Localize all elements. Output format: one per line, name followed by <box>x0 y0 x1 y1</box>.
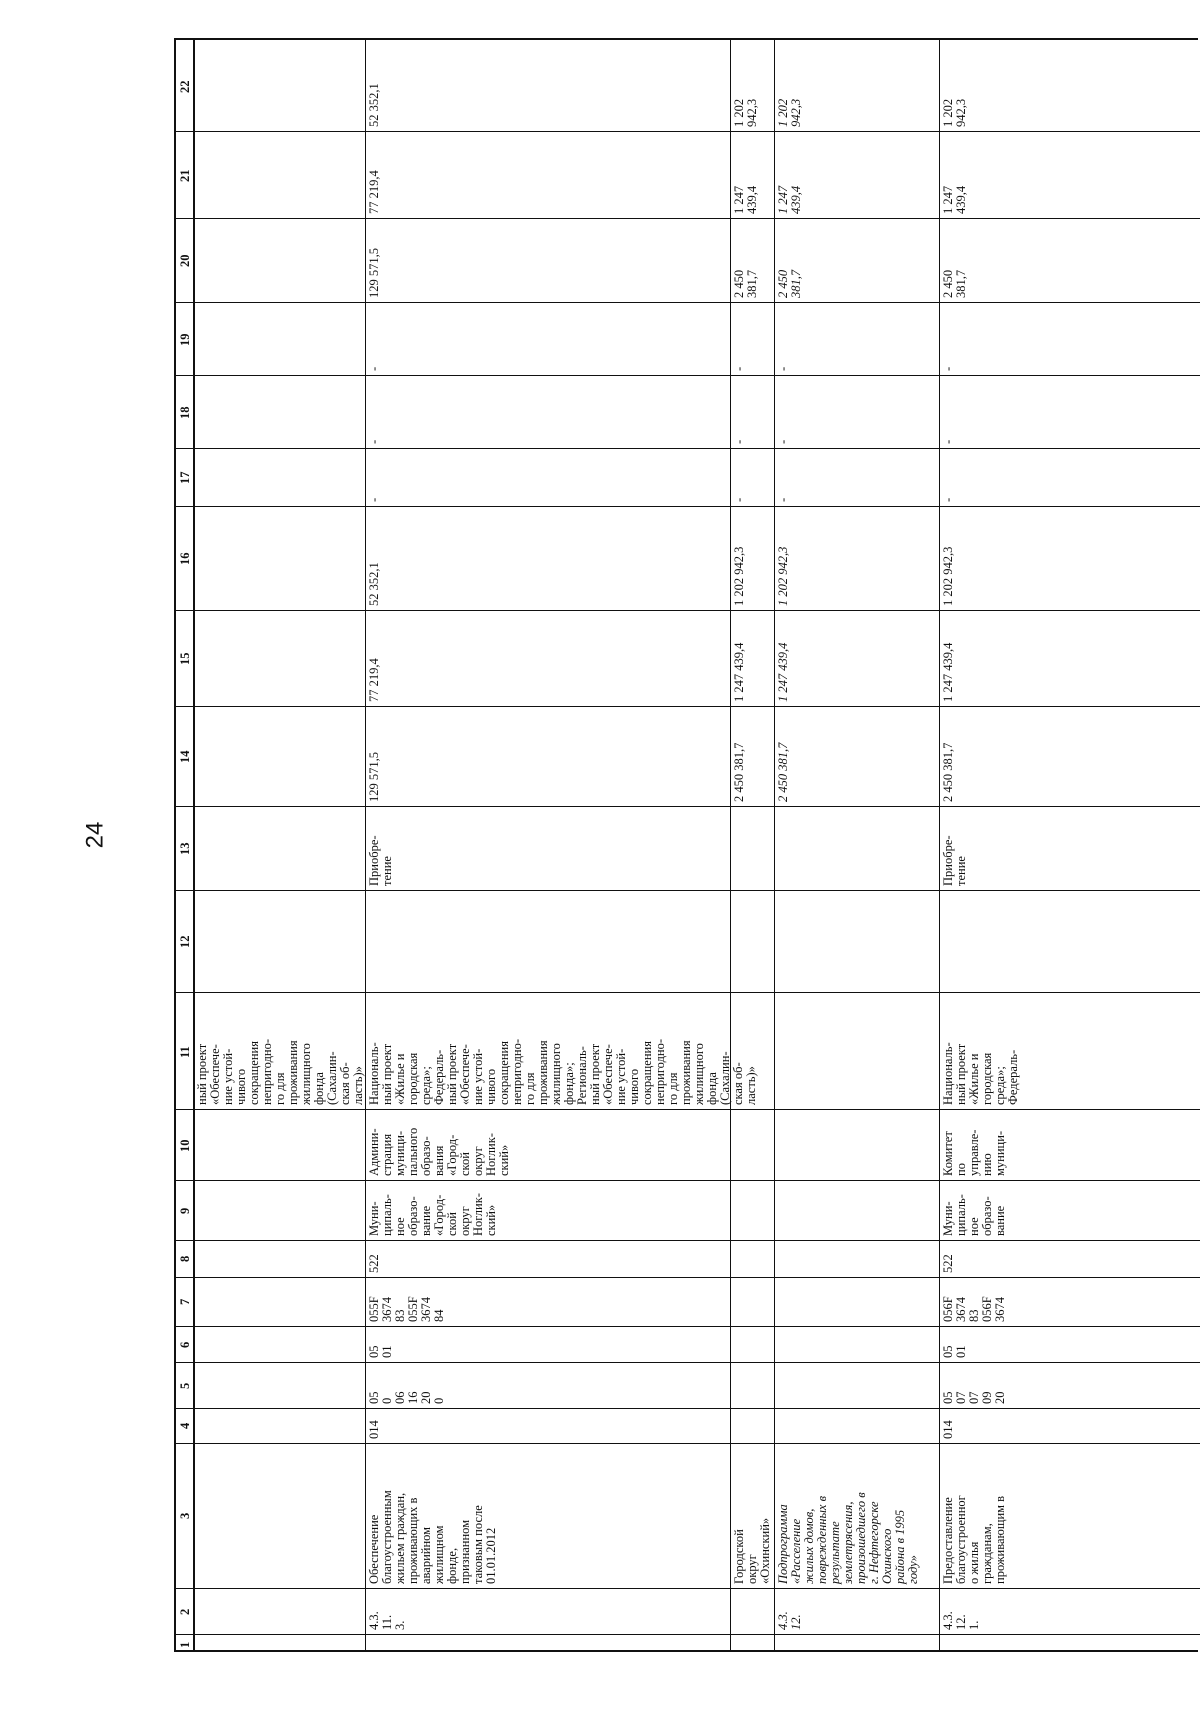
column-divider <box>176 218 1200 219</box>
column-number: 10 <box>178 1139 192 1152</box>
cell-r-4-3-12-1-col6: 05 01 <box>941 1345 968 1358</box>
cell-r-4-3-12-col14: 2 450 381,7 <box>776 742 790 802</box>
column-divider <box>176 1362 1200 1363</box>
budget-table <box>174 38 1198 1652</box>
column-number: 1 <box>178 1641 192 1648</box>
cell-r-4-3-12-1-col16: 1 202 942,3 <box>941 546 955 606</box>
cell-r-4-3-12-col21: 1 247 439,4 <box>776 185 803 214</box>
cell-r-4-3-12-col22: 1 202 942,3 <box>776 98 803 127</box>
cell-r-4-3-11-3-col9: Муни- ципаль- ное образо- вание «Город- ской округ Ноглик- ский» <box>367 1193 498 1236</box>
cell-r-4-3-12-col2: 4.3. 12. <box>776 1611 803 1630</box>
cell-okhinsky-total-col3: Городской округ «Охинский» <box>732 1517 772 1584</box>
cell-r-4-3-12-1-col7: 056F 3674 83 056F 3674 <box>941 1296 1007 1322</box>
column-divider <box>176 1588 1200 1589</box>
column-divider <box>176 806 1200 807</box>
cell-okhinsky-total-col22: 1 202 942,3 <box>732 98 759 127</box>
page-number: 24 <box>80 821 108 849</box>
cell-r-4-3-12-1-col11: Националь- ный проект «Жилье и городская среда»; Федераль- <box>941 1042 1020 1105</box>
cell-r-4-3-12-1-col3: Предоставление благоустроенног о жилья гражданам, проживающим в <box>941 1495 1007 1584</box>
column-number: 14 <box>178 750 192 763</box>
column-number: 13 <box>178 842 192 855</box>
cell-r-4-3-11-3-col21: 77 219,4 <box>367 170 381 214</box>
cell-r-4-3-11-3-col13: Приобре- тение <box>367 835 394 886</box>
cell-r-4-3-12-1-col22: 1 202 942,3 <box>941 98 968 127</box>
column-number: 5 <box>178 1382 192 1389</box>
column-number: 4 <box>178 1422 192 1429</box>
cell-r-4-3-11-3-col10: Админи- страция муници- пального образо- вания «Город- ской округ Ноглик- ский» <box>367 1127 511 1176</box>
column-divider <box>176 1109 1200 1110</box>
cell-okhinsky-total-col16: 1 202 942,3 <box>732 546 746 606</box>
cell-okhinsky-total-col17: - <box>732 497 746 502</box>
column-divider <box>176 506 1200 507</box>
column-divider <box>176 1634 1200 1635</box>
column-divider <box>176 610 1200 611</box>
cell-r-4-3-12-col20: 2 450 381,7 <box>776 269 803 298</box>
cell-r-4-3-12-col17: - <box>776 497 790 502</box>
column-divider <box>176 375 1200 376</box>
cell-okhinsky-total-col18: - <box>732 439 746 444</box>
column-number: 19 <box>178 333 192 346</box>
cell-r-4-3-12-1-col20: 2 450 381,7 <box>941 269 968 298</box>
column-number: 22 <box>178 80 192 93</box>
cell-r-4-3-12-1-col10: Комитет по управле- нию муници- <box>941 1129 1007 1176</box>
cell-r-4-3-11-3-col4: 014 <box>367 1420 381 1439</box>
column-divider <box>176 1180 1200 1181</box>
cell-r-4-3-12-1-col19: - <box>941 366 955 371</box>
cell-r-4-3-11-3-col15: 77 219,4 <box>367 658 381 702</box>
column-divider <box>176 1240 1200 1241</box>
column-divider <box>176 706 1200 707</box>
column-number: 6 <box>178 1341 192 1348</box>
cell-r-4-3-12-1-col9: Муни- ципаль- ное образо- вание <box>941 1194 1007 1236</box>
column-divider <box>176 1326 1200 1327</box>
cell-r-4-3-11-3-col7: 055F 3674 83 055F 3674 84 <box>367 1296 446 1322</box>
column-number: 21 <box>178 169 192 182</box>
cell-r-4-3-12-1-col21: 1 247 439,4 <box>941 185 968 214</box>
cell-r-4-3-12-1-col8: 522 <box>941 1254 955 1273</box>
column-divider <box>176 302 1200 303</box>
cell-r-4-3-11-3-col16: 52 352,1 <box>367 562 381 606</box>
cell-r-4-3-11-3-col19: - <box>367 366 381 371</box>
cell-okhinsky-total-col20: 2 450 381,7 <box>732 269 759 298</box>
column-number: 18 <box>178 406 192 419</box>
cell-okhinsky-total-col15: 1 247 439,4 <box>732 642 746 702</box>
column-divider <box>176 890 1200 891</box>
cell-r-4-3-12-1-col13: Приобре- тение <box>941 835 968 886</box>
cell-r-4-3-12-1-col4: 014 <box>941 1420 955 1439</box>
column-number: 2 <box>178 1608 192 1615</box>
column-number: 11 <box>178 1045 192 1058</box>
cell-r-4-3-11-3-col22: 52 352,1 <box>367 83 381 127</box>
cell-r-4-3-11-3-col6: 05 01 <box>367 1345 394 1358</box>
cell-okhinsky-total-col14: 2 450 381,7 <box>732 742 746 802</box>
cell-r-4-3-11-3-col17: - <box>367 497 381 502</box>
column-divider <box>176 992 1200 993</box>
column-divider <box>176 1443 1200 1444</box>
cell-okhinsky-total-col19: - <box>732 366 746 371</box>
cell-r-4-3-11-3-col20: 129 571,5 <box>367 248 381 298</box>
cell-r-4-3-12-col18: - <box>776 439 790 444</box>
cell-r-4-3-11-3-col11: Националь- ный проект «Жилье и городская среда»; Федераль- ный проект «Обеспече- ние устой- чивого сокращения непригодно- го для проживания жилищного фонда»; Региональ- ный проект «Обеспече- ние устой- чивого сокращения непригодно- го для проживания жилищного фонда (Сахалин- ская об- ласть)» <box>367 1038 758 1105</box>
cell-r-4-3-12-col19: - <box>776 366 790 371</box>
column-number: 8 <box>178 1255 192 1262</box>
cell-r-4-3-11-3-col14: 129 571,5 <box>367 752 381 802</box>
cell-r-4-3-12-1-col14: 2 450 381,7 <box>941 742 955 802</box>
column-number: 17 <box>178 471 192 484</box>
column-number: 20 <box>178 254 192 267</box>
cell-r-4-3-11-3-col5: 05 0 06 16 20 0 <box>367 1391 446 1404</box>
column-number: 15 <box>178 652 192 665</box>
column-divider <box>176 1277 1200 1278</box>
cell-r-4-3-12-1-col18: - <box>941 439 955 444</box>
cell-r-4-3-11-3-col2: 4.3. 11. 3. <box>367 1611 407 1630</box>
cell-r-4-3-12-1-col17: - <box>941 497 955 502</box>
cell-r-4-3-12-col3: Подпрограмма «Расселение жилых домов, поврежденных в результате землетрясения, произошедшего в г. Нефтегорске Охинского района в 1995 году» <box>776 1492 920 1584</box>
cell-r-4-3-11-3-col8: 522 <box>367 1254 381 1273</box>
cell-r-4-3-12-col16: 1 202 942,3 <box>776 546 790 606</box>
column-number: 3 <box>178 1512 192 1519</box>
cell-r-4-3-11-3-col3: Обеспечение благоустроенным жильем граждан, проживающих в аварийном жилищном фонде, признанном таковым после 01.01.2012 <box>367 1490 498 1584</box>
column-divider <box>176 448 1200 449</box>
cell-r-4-3-12-1-col5: 05 07 07 09 20 <box>941 1391 1007 1404</box>
cell-r-4-3-12-col15: 1 247 439,4 <box>776 642 790 702</box>
column-number: 12 <box>178 935 192 948</box>
column-divider <box>176 1408 1200 1409</box>
cell-r-4-3-11-3-col18: - <box>367 439 381 444</box>
cell-r-4-3-12-1-col2: 4.3. 12. 1. <box>941 1611 981 1630</box>
column-number: 9 <box>178 1207 192 1214</box>
column-number: 16 <box>178 552 192 565</box>
cell-continuation-col11: ный проект «Обеспече- ние устой- чивого сокращения непригодно- го для проживания жилищного фонда (Сахалин- ская об- ласть)» <box>195 1038 365 1105</box>
cell-r-4-3-12-1-col15: 1 247 439,4 <box>941 642 955 702</box>
column-divider <box>176 131 1200 132</box>
cell-okhinsky-total-col21: 1 247 439,4 <box>732 185 759 214</box>
column-number: 7 <box>178 1298 192 1305</box>
